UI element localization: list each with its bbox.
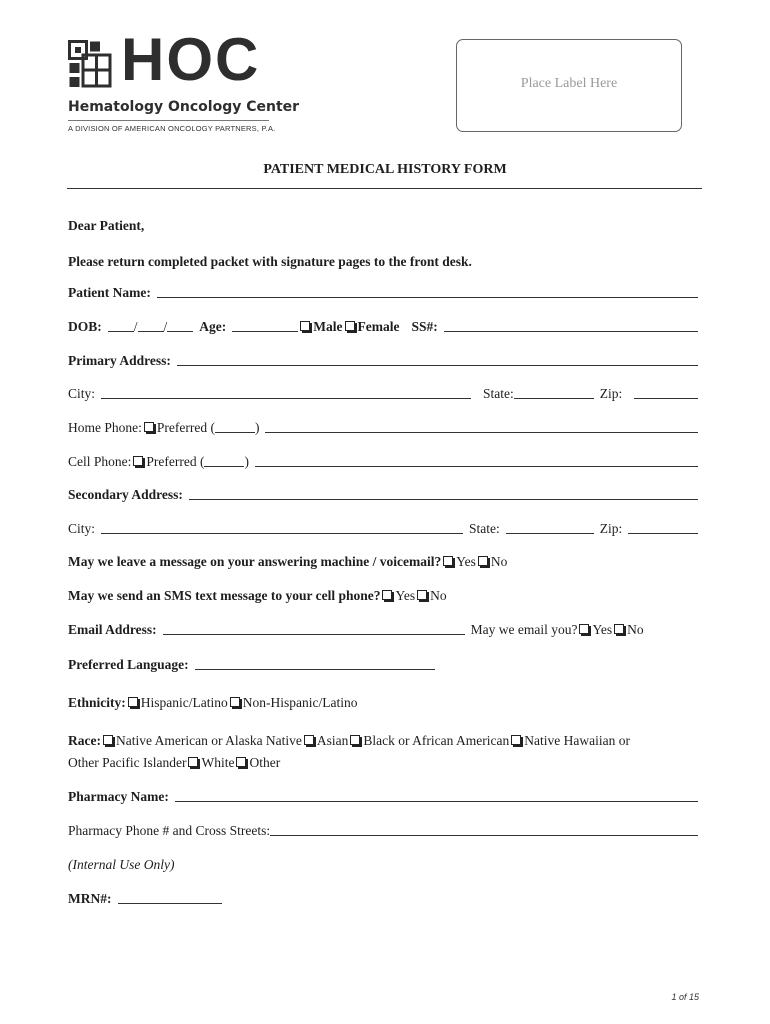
white-checkbox[interactable] <box>188 757 198 767</box>
native-american-checkbox[interactable] <box>103 735 113 745</box>
dob-month-field[interactable] <box>108 331 134 332</box>
hoc-logo-icon <box>68 40 112 88</box>
ethnicity-row <box>68 695 698 711</box>
voicemail-row <box>68 554 698 570</box>
pacific-islander-label: Other Pacific Islander <box>68 755 187 770</box>
zip-label: Zip: <box>599 521 623 536</box>
pharmacy-phone-field[interactable] <box>270 835 698 836</box>
language-label: Preferred Language: <box>68 657 189 672</box>
state-label: State: <box>483 386 514 401</box>
secondary-state-field[interactable] <box>506 533 594 534</box>
white-label: White <box>201 755 235 770</box>
dob-separator: / <box>133 319 138 334</box>
male-label: Male <box>313 319 343 334</box>
dob-year-field[interactable] <box>167 331 193 332</box>
primary-address-label: Primary Address: <box>68 353 171 368</box>
cell-phone-label: Cell Phone: <box>68 454 132 469</box>
primary-city-field[interactable] <box>101 398 471 399</box>
male-checkbox[interactable] <box>300 321 310 331</box>
cell-area-code-field[interactable] <box>204 466 244 467</box>
label-box <box>456 39 682 132</box>
email-yes-checkbox[interactable] <box>579 624 589 634</box>
sms-question: May we send an SMS text message to your cell phone? <box>68 588 381 603</box>
home-preferred-checkbox[interactable] <box>144 422 154 432</box>
voicemail-no-checkbox[interactable] <box>478 556 488 566</box>
yes-label: Yes <box>592 622 613 637</box>
no-label: No <box>627 622 644 637</box>
email-row <box>68 622 698 638</box>
native-hawaiian-label: Native Hawaiian or <box>524 733 630 748</box>
mrn-label: MRN#: <box>68 891 112 906</box>
primary-city-row <box>68 386 698 402</box>
native-american-label: Native American or Alaska Native <box>115 733 302 748</box>
pharmacy-name-label: Pharmacy Name: <box>68 789 169 804</box>
non-hispanic-checkbox[interactable] <box>230 697 240 707</box>
pharmacy-phone-label: Pharmacy Phone # and Cross Streets: <box>68 823 271 838</box>
native-hawaiian-checkbox[interactable] <box>511 735 521 745</box>
preferred-label: Preferred ( <box>146 454 205 469</box>
instruction-text: Please return completed packet with signature pages to the front desk. <box>68 254 472 269</box>
email-no-checkbox[interactable] <box>614 624 624 634</box>
other-race-checkbox[interactable] <box>236 757 246 767</box>
internal-use-label: (Internal Use Only) <box>68 857 175 872</box>
patient-name-field[interactable] <box>157 297 698 298</box>
mrn-field[interactable] <box>118 903 222 904</box>
pharmacy-name-field[interactable] <box>175 801 698 802</box>
race-row-continued <box>68 755 698 771</box>
close-paren: ) <box>254 420 260 435</box>
dob-day-field[interactable] <box>138 331 164 332</box>
voicemail-question: May we leave a message on your answering machine / voicemail? <box>68 554 442 569</box>
instruction <box>68 254 698 270</box>
mrn-row <box>68 891 698 907</box>
city-label: City: <box>68 521 96 536</box>
greeting <box>68 218 698 234</box>
sms-yes-checkbox[interactable] <box>382 590 392 600</box>
non-hispanic-label: Non-Hispanic/Latino <box>242 695 358 710</box>
zip-label: Zip: <box>599 386 623 401</box>
email-question: May we email you? <box>470 622 578 637</box>
org-name: Hematology Oncology Center <box>68 99 300 115</box>
dob-label: DOB: <box>68 319 102 334</box>
pharmacy-phone-row <box>68 823 698 839</box>
home-phone-field[interactable] <box>265 432 698 433</box>
label-placeholder: Place Label Here <box>520 76 618 91</box>
secondary-address-field[interactable] <box>189 499 698 500</box>
home-phone-label: Home Phone: <box>68 420 142 435</box>
cell-phone-field[interactable] <box>255 466 698 467</box>
email-field[interactable] <box>163 634 465 635</box>
asian-checkbox[interactable] <box>304 735 314 745</box>
division-text: A DIVISION OF AMERICAN ONCOLOGY PARTNERS, P.A. <box>68 124 276 133</box>
greeting-text: Dear Patient, <box>68 218 145 233</box>
email-label: Email Address: <box>68 622 157 637</box>
page-number: 1 of 15 <box>671 992 699 1002</box>
patient-name-label: Patient Name: <box>68 285 151 300</box>
dob-row <box>68 319 698 335</box>
home-area-code-field[interactable] <box>215 432 255 433</box>
hispanic-checkbox[interactable] <box>128 697 138 707</box>
no-label: No <box>430 588 447 603</box>
ss-label: SS#: <box>411 319 438 334</box>
yes-label: Yes <box>456 554 476 569</box>
secondary-zip-field[interactable] <box>628 533 698 534</box>
female-checkbox[interactable] <box>345 321 355 331</box>
hispanic-label: Hispanic/Latino <box>140 695 228 710</box>
black-checkbox[interactable] <box>350 735 360 745</box>
age-field[interactable] <box>232 331 298 332</box>
pharmacy-name-row <box>68 789 698 805</box>
primary-state-field[interactable] <box>514 398 594 399</box>
female-label: Female <box>357 319 400 334</box>
voicemail-yes-checkbox[interactable] <box>443 556 453 566</box>
internal-use-row <box>68 857 698 873</box>
black-label: Black or African American <box>363 733 510 748</box>
cell-phone-row <box>68 454 698 470</box>
primary-address-field[interactable] <box>177 365 698 366</box>
logo-text: HOC <box>121 26 261 93</box>
primary-address-row <box>68 353 698 369</box>
sms-no-checkbox[interactable] <box>417 590 427 600</box>
home-phone-row <box>68 420 698 436</box>
race-label: Race: <box>68 733 101 748</box>
ethnicity-label: Ethnicity: <box>68 695 126 710</box>
logo-divider <box>68 120 269 121</box>
asian-label: Asian <box>316 733 349 748</box>
dob-separator: / <box>163 319 168 334</box>
race-row <box>68 733 698 749</box>
title-divider <box>67 188 702 189</box>
no-label: No <box>490 554 508 569</box>
ss-field[interactable] <box>444 331 698 332</box>
sms-row <box>68 588 698 604</box>
cell-preferred-checkbox[interactable] <box>133 456 143 466</box>
close-paren: ) <box>244 454 249 469</box>
secondary-address-row <box>68 487 698 503</box>
patient-name-row <box>68 285 698 301</box>
form-title: PATIENT MEDICAL HISTORY FORM <box>263 162 507 177</box>
other-label: Other <box>249 755 281 770</box>
primary-zip-field[interactable] <box>634 398 698 399</box>
language-field[interactable] <box>195 669 435 670</box>
state-label: State: <box>469 521 500 536</box>
age-label: Age: <box>199 319 227 334</box>
preferred-label: Preferred ( <box>156 420 215 435</box>
language-row <box>68 657 698 673</box>
yes-label: Yes <box>395 588 416 603</box>
city-label: City: <box>68 386 96 401</box>
secondary-address-label: Secondary Address: <box>68 487 183 502</box>
secondary-city-field[interactable] <box>101 533 463 534</box>
secondary-city-row <box>68 521 698 537</box>
